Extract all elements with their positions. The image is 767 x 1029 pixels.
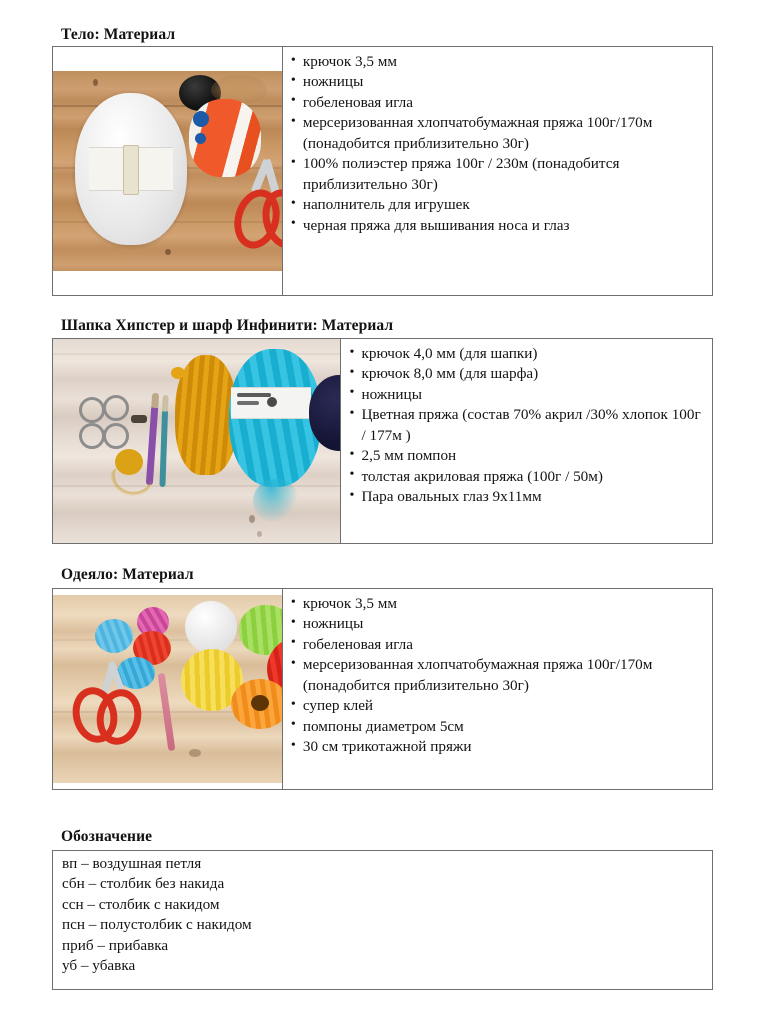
abbreviation-line: приб – прибавка	[62, 936, 169, 954]
list-item: • крючок 4,0 мм (для шапки)	[349, 344, 706, 364]
abbreviations-table	[52, 850, 713, 990]
list-item: • крючок 8,0 мм (для шарфа)	[349, 364, 706, 384]
abbreviation-line: сбн – столбик без накида	[62, 875, 225, 893]
list-item: • крючок 3,5 мм	[291, 52, 706, 72]
list-item: • помпоны диаметром 5см	[291, 717, 706, 737]
list-item: • мерсеризованная хлопчатобумажная пряжа 100г/170м (понадобится приблизительно 30г)	[291, 113, 706, 154]
materials-table-blanket	[52, 588, 713, 790]
list-item: • 100% полиэстер пряжа 100г / 230м (понадобится приблизительно 30г)	[291, 154, 706, 195]
abbreviation-line: уб – убавка	[62, 957, 136, 975]
materials-table-hat-scarf	[52, 338, 713, 544]
materials-table-body	[52, 46, 713, 296]
materials-list-cell-body	[283, 47, 712, 295]
materials-list-cell-blanket	[283, 589, 712, 789]
list-item: • ножницы	[349, 385, 706, 405]
list-item: • гобеленовая игла	[291, 93, 706, 113]
photo-cell-hat-scarf	[53, 339, 341, 543]
materials-list-body	[291, 52, 706, 236]
materials-list-hat-scarf	[349, 344, 706, 508]
list-item: • Пара овальных глаз 9х11мм	[349, 487, 706, 507]
list-item: • ножницы	[291, 614, 706, 634]
photo-cell-body	[53, 47, 283, 295]
section-heading-abbreviations: Обозначение	[61, 828, 153, 845]
list-item: • наполнитель для игрушек	[291, 195, 706, 215]
list-item: • крючок 3,5 мм	[291, 594, 706, 614]
section-heading-blanket: Одеяло: Материал	[61, 566, 194, 583]
section-heading-hat-scarf: Шапка Хипстер и шарф Инфинити: Материал	[61, 317, 394, 334]
abbreviation-line: ссн – столбик с накидом	[62, 895, 220, 913]
photo-blanket-materials	[53, 595, 282, 783]
photo-hat-scarf-materials	[53, 339, 340, 543]
materials-list-cell-hat-scarf	[341, 339, 712, 543]
section-heading-body: Тело: Материал	[61, 26, 176, 43]
abbreviation-line: псн – полустолбик с накидом	[62, 916, 252, 934]
list-item: • толстая акриловая пряжа (100г / 50м)	[349, 467, 706, 487]
materials-list-blanket	[291, 594, 706, 758]
list-item: • 2,5 мм помпон	[349, 446, 706, 466]
list-item: • ножницы	[291, 72, 706, 92]
photo-cell-blanket	[53, 589, 283, 789]
list-item: • гобеленовая игла	[291, 635, 706, 655]
list-item: • супер клей	[291, 696, 706, 716]
photo-body-materials	[53, 71, 282, 271]
list-item: • Цветная пряжа (состав 70% акрил /30% хлопок 100г / 177м )	[349, 405, 706, 446]
list-item: • мерсеризованная хлопчатобумажная пряжа 100г/170м (понадобится приблизительно 30г)	[291, 655, 706, 696]
list-item: • 30 см трикотажной пряжи	[291, 737, 706, 757]
abbreviation-line: вп – воздушная петля	[62, 855, 202, 872]
list-item: • черная пряжа для вышивания носа и глаз	[291, 216, 706, 236]
